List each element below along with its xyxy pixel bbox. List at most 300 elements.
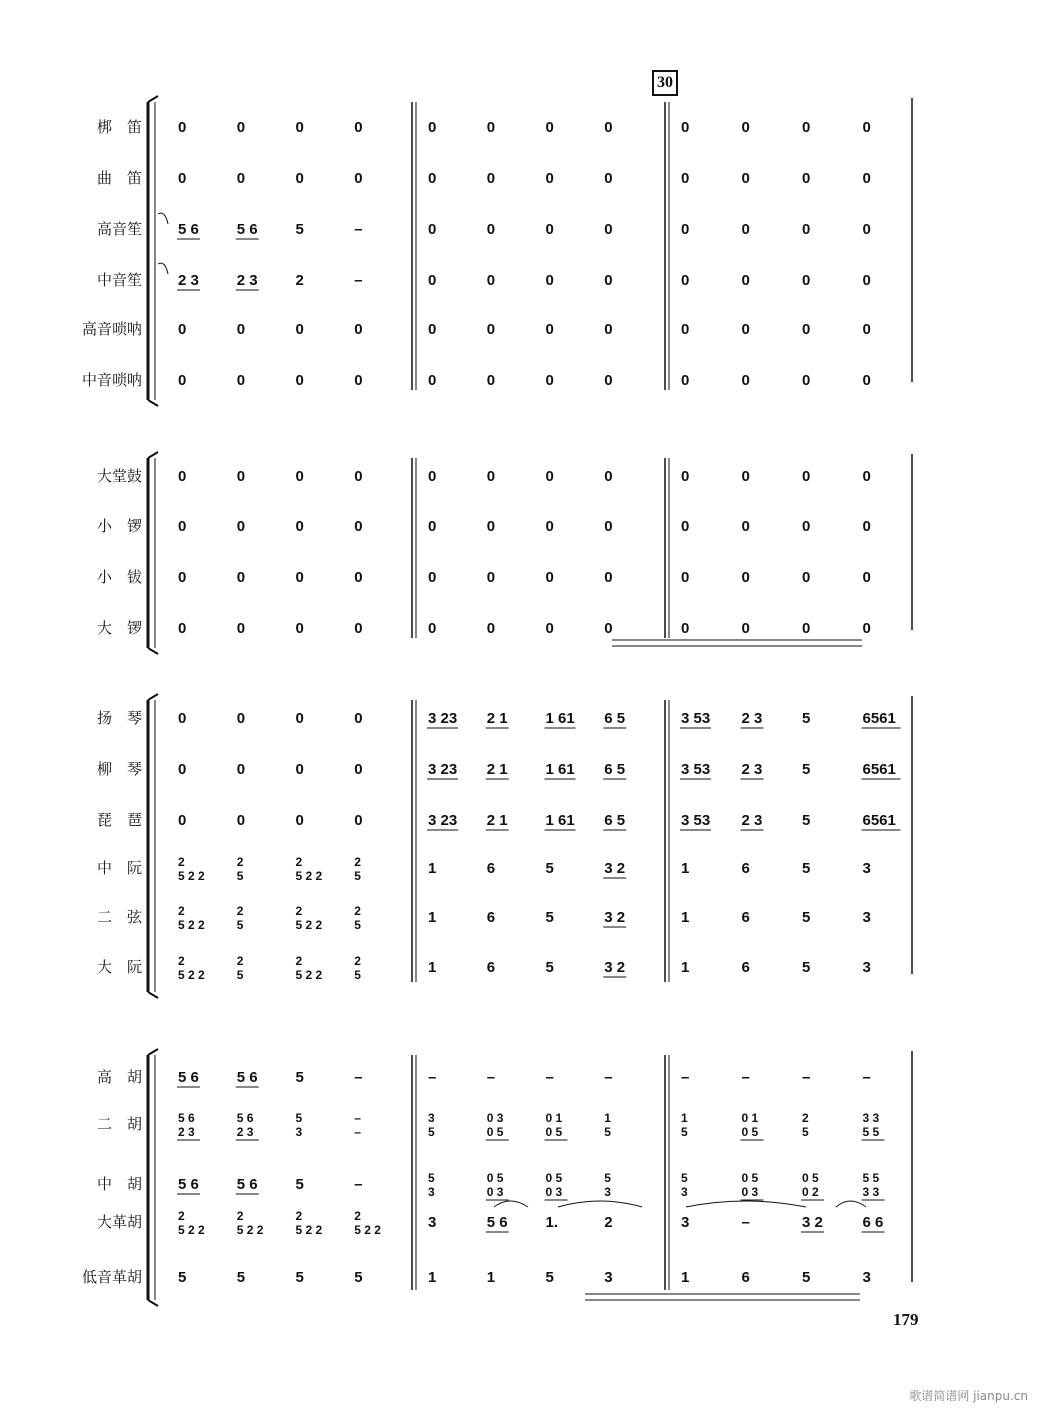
note: 2 1 (486, 710, 508, 727)
note-upper: 0 5 (802, 1171, 819, 1185)
bracket-hook (148, 400, 158, 406)
note: 6 5 (604, 710, 626, 727)
note-upper: 2 (236, 855, 244, 869)
note-upper: 2 (295, 904, 303, 918)
note: 2 1 (486, 812, 508, 829)
bracket-hook (148, 1300, 158, 1306)
note-lower: 5 2 2 (295, 918, 323, 932)
note: 2 3 (178, 272, 199, 289)
instrument-label: 中音唢呐 (81, 371, 142, 389)
instrument-label: 二 胡 (96, 1115, 142, 1133)
note: 0 (354, 321, 363, 338)
note: 0 (545, 569, 554, 586)
note: 0 (545, 221, 554, 238)
note: 0 (802, 372, 811, 389)
note: 0 (236, 761, 246, 778)
tie-arc (836, 1201, 866, 1207)
note: 5 (802, 812, 811, 829)
note: 3 (862, 959, 871, 976)
note: 0 (178, 569, 187, 586)
note: 0 (428, 221, 437, 238)
note: 3 2 (604, 860, 626, 877)
note: 0 (741, 468, 750, 485)
note: 0 (486, 321, 496, 338)
note: 2 (604, 1214, 613, 1231)
note-upper: 3 3 (862, 1111, 880, 1125)
note: 0 (428, 119, 437, 136)
note: 0 (178, 119, 187, 136)
note: 5 (802, 1269, 811, 1286)
note: 1 (681, 909, 690, 926)
note-upper: 2 (354, 1209, 361, 1223)
note: 0 (236, 569, 246, 586)
note: 3 2 (604, 959, 626, 976)
note: 0 (428, 170, 437, 187)
note: 5 (178, 1269, 187, 1286)
note: 5 (545, 860, 554, 877)
note: 5 (545, 959, 554, 976)
note-lower: 5 2 2 (178, 869, 205, 883)
note: 0 (486, 620, 496, 637)
note: 6561 (862, 761, 896, 778)
note-lower: 3 3 (862, 1185, 880, 1199)
note: 0 (236, 468, 246, 485)
note-upper: 2 (236, 904, 244, 918)
note: 1 (428, 909, 437, 926)
note: 6561 (862, 812, 896, 829)
note: 0 (354, 761, 363, 778)
note: 0 (295, 518, 304, 535)
note: 3 (604, 1269, 613, 1286)
note: 3 (862, 1269, 871, 1286)
note: 0 (178, 170, 187, 187)
note: 0 (862, 620, 871, 637)
note-lower: 5 2 2 (295, 968, 323, 982)
note-upper: 5 (681, 1171, 688, 1185)
note: 0 (741, 170, 750, 187)
note: – (802, 1069, 811, 1086)
note-lower: 5 2 2 (178, 968, 205, 982)
note: 0 (486, 468, 496, 485)
note-lower: 0 5 (486, 1125, 504, 1139)
note: 0 (862, 170, 871, 187)
note-upper: 1 (604, 1111, 611, 1125)
note-lower: 0 2 (802, 1185, 819, 1199)
note: 0 (178, 518, 187, 535)
note: 0 (354, 812, 363, 829)
note-lower: 3 (295, 1125, 303, 1139)
bracket-hook (148, 694, 158, 700)
note-upper: 0 1 (545, 1111, 563, 1125)
note: 0 (802, 272, 811, 289)
note: 0 (178, 761, 187, 778)
note-upper: 5 (295, 1111, 303, 1125)
note: 0 (178, 468, 187, 485)
instrument-label: 琵 琶 (96, 811, 142, 829)
note: 1 (428, 1269, 437, 1286)
note-upper: 2 (178, 855, 185, 869)
note: 3 (862, 860, 871, 877)
instrument-label: 高音唢呐 (81, 320, 142, 338)
note: 5 (295, 221, 304, 238)
note: 0 (545, 372, 554, 389)
note: 0 (741, 321, 750, 338)
note-upper: 5 6 (178, 1111, 195, 1125)
note-upper: 0 5 (486, 1171, 504, 1185)
note: – (604, 1069, 613, 1086)
note-lower: 0 3 (741, 1185, 759, 1199)
note: 3 53 (681, 812, 711, 829)
note: 0 (354, 620, 363, 637)
note: – (741, 1214, 750, 1231)
instrument-label: 大 阮 (96, 958, 142, 976)
note: 6 6 (862, 1214, 884, 1231)
note-lower: 5 (354, 918, 361, 932)
note: 5 (545, 1269, 554, 1286)
note: 0 (681, 468, 690, 485)
note: 1 61 (545, 710, 575, 727)
note-lower: 0 3 (545, 1185, 563, 1199)
note-lower: 5 (428, 1125, 435, 1139)
rehearsal-mark: 30 (652, 70, 678, 96)
note: – (486, 1069, 496, 1086)
note: 5 (295, 1269, 304, 1286)
note: 3 53 (681, 710, 711, 727)
note: 0 (862, 321, 871, 338)
note-lower: 5 2 2 (354, 1223, 381, 1237)
instrument-label: 高 胡 (96, 1068, 142, 1086)
note-upper: 5 6 (236, 1111, 254, 1125)
tie-arc (686, 1201, 806, 1207)
note-lower: 5 (354, 869, 361, 883)
note-upper: 2 (178, 954, 185, 968)
note-lower: – (354, 1125, 361, 1139)
note: 2 3 (741, 710, 763, 727)
note: 6 (741, 959, 750, 976)
note: 0 (428, 272, 437, 289)
instrument-label: 高音笙 (96, 220, 142, 238)
note-upper: – (354, 1111, 361, 1125)
note: 0 (295, 761, 304, 778)
note-lower: 5 (236, 869, 244, 883)
note: 3 (862, 909, 871, 926)
note: 0 (604, 221, 613, 238)
note: 0 (295, 119, 304, 136)
note: 0 (295, 321, 304, 338)
note: 5 6 (178, 1176, 199, 1193)
note: 0 (545, 518, 554, 535)
note: 0 (178, 812, 187, 829)
instrument-label: 大堂鼓 (96, 467, 142, 485)
note: 6 (486, 959, 496, 976)
note: 0 (604, 518, 613, 535)
note-upper: 2 (802, 1111, 809, 1125)
note: 6 5 (604, 812, 626, 829)
note-upper: 5 (604, 1171, 611, 1185)
note: 0 (354, 468, 363, 485)
note: 0 (428, 468, 437, 485)
note-upper: 5 5 (862, 1171, 880, 1185)
note: – (354, 221, 363, 238)
note: 2 3 (741, 761, 763, 778)
note-lower: 0 3 (486, 1185, 504, 1199)
note: 5 6 (178, 1069, 199, 1086)
note: 0 (741, 272, 750, 289)
note: 0 (295, 170, 304, 187)
note: 1 (681, 1269, 690, 1286)
instrument-label: 小 锣 (96, 517, 142, 535)
note: 3 23 (428, 710, 458, 727)
instrument-label: 小 钹 (96, 568, 142, 586)
note: 0 (354, 170, 363, 187)
note: 0 (681, 518, 690, 535)
note: 3 2 (802, 1214, 823, 1231)
note: 0 (802, 321, 811, 338)
note: – (354, 1069, 363, 1086)
note: 0 (545, 620, 554, 637)
note: 3 2 (604, 909, 626, 926)
note: 5 (236, 1269, 246, 1286)
note: 0 (681, 321, 690, 338)
note: 0 (604, 372, 613, 389)
instrument-label: 大 锣 (96, 619, 142, 637)
note: 0 (681, 569, 690, 586)
note-lower: 5 2 2 (295, 1223, 323, 1237)
note: 1 (428, 860, 437, 877)
instrument-label: 低音革胡 (81, 1268, 142, 1286)
note-lower: 5 2 2 (236, 1223, 264, 1237)
note: 0 (681, 272, 690, 289)
note: 0 (604, 620, 613, 637)
note: 5 (295, 1176, 304, 1193)
note: 0 (354, 119, 363, 136)
note-upper: 3 (428, 1111, 435, 1125)
note: 2 (295, 272, 304, 289)
note-lower: 5 (604, 1125, 611, 1139)
note: 0 (236, 321, 246, 338)
note: 0 (295, 620, 304, 637)
page-number: 179 (893, 1310, 919, 1329)
note: – (354, 1176, 363, 1193)
note: 0 (545, 119, 554, 136)
note-upper: 2 (354, 904, 361, 918)
note: 0 (862, 569, 871, 586)
instrument-label: 曲 笛 (96, 169, 142, 187)
note: 0 (486, 569, 496, 586)
note: 0 (428, 321, 437, 338)
note-lower: 5 5 (862, 1125, 880, 1139)
note: 0 (862, 372, 871, 389)
note-upper: 2 (236, 954, 244, 968)
note: 6 (741, 860, 750, 877)
note: 1 (428, 959, 437, 976)
note: 0 (741, 221, 750, 238)
note: 0 (236, 518, 246, 535)
bracket-hook (148, 96, 158, 102)
note: 0 (681, 170, 690, 187)
note: 1. (545, 1214, 559, 1231)
note: 0 (862, 119, 871, 136)
note: 5 (802, 860, 811, 877)
bracket-hook (148, 452, 158, 458)
note: 0 (295, 569, 304, 586)
note: 5 (802, 909, 811, 926)
note: 0 (681, 221, 690, 238)
note-lower: 2 3 (178, 1125, 195, 1139)
note: 0 (862, 221, 871, 238)
note-upper: 2 (354, 954, 361, 968)
note: 0 (862, 468, 871, 485)
site-watermark: 歌谱简谱网 jianpu.cn (909, 1389, 1028, 1403)
note-upper: 0 1 (741, 1111, 759, 1125)
note: – (545, 1069, 554, 1086)
note-lower: 5 2 2 (178, 918, 205, 932)
note-upper: 2 (236, 1209, 244, 1223)
note: 0 (236, 170, 246, 187)
instrument-label: 中 胡 (96, 1175, 142, 1193)
note-upper: 2 (178, 904, 185, 918)
note: 0 (486, 272, 496, 289)
note: 0 (862, 272, 871, 289)
note: 0 (486, 372, 496, 389)
instrument-label: 大革胡 (96, 1213, 142, 1231)
instrument-label: 中 阮 (96, 859, 142, 877)
note: – (354, 272, 363, 289)
note: 6 5 (604, 761, 626, 778)
note: 0 (178, 620, 187, 637)
note: 0 (741, 569, 750, 586)
note: 5 (802, 761, 811, 778)
note: 1 61 (545, 812, 575, 829)
note-upper: 0 5 (741, 1171, 759, 1185)
note: 0 (545, 272, 554, 289)
note: 0 (295, 710, 304, 727)
note: 0 (354, 569, 363, 586)
note-lower: 2 3 (236, 1125, 254, 1139)
bracket-hook (148, 648, 158, 654)
note-upper: 2 (295, 954, 303, 968)
note: 6 (486, 860, 496, 877)
note: 1 (486, 1269, 496, 1286)
note: 0 (236, 710, 246, 727)
note-lower: 5 (802, 1125, 809, 1139)
note: 5 6 (486, 1214, 508, 1231)
note: 0 (428, 372, 437, 389)
note: 0 (741, 119, 750, 136)
note: 0 (741, 518, 750, 535)
note: 0 (428, 518, 437, 535)
tie-arc (558, 1201, 642, 1207)
note: 0 (236, 119, 246, 136)
note: 5 6 (236, 1176, 258, 1193)
note: 5 (545, 909, 554, 926)
note: 5 (802, 710, 811, 727)
note: 6 (486, 909, 496, 926)
note: 0 (681, 372, 690, 389)
note: 3 (681, 1214, 690, 1231)
note: 5 (295, 1069, 304, 1086)
note: 0 (236, 620, 246, 637)
note-lower: 5 (681, 1125, 688, 1139)
instrument-label: 中音笙 (96, 271, 142, 289)
note: 2 3 (741, 812, 763, 829)
instrument-label: 梆 笛 (96, 118, 142, 136)
note: 5 (354, 1269, 363, 1286)
note: 0 (681, 620, 690, 637)
note: 3 53 (681, 761, 711, 778)
note: 0 (354, 372, 363, 389)
note-upper: 1 (681, 1111, 688, 1125)
note: 0 (295, 812, 304, 829)
note: 1 61 (545, 761, 575, 778)
note: 5 6 (236, 221, 258, 238)
note-lower: 0 5 (741, 1125, 759, 1139)
note: 0 (545, 321, 554, 338)
note: 0 (802, 468, 811, 485)
note: – (741, 1069, 750, 1086)
note: 0 (178, 710, 187, 727)
note-upper: 2 (354, 855, 361, 869)
note: 0 (681, 119, 690, 136)
note: 0 (354, 518, 363, 535)
note: 0 (802, 518, 811, 535)
note: 5 6 (178, 221, 199, 238)
note-lower: 5 2 2 (178, 1223, 205, 1237)
instrument-label: 二 弦 (96, 908, 142, 926)
note: 0 (486, 170, 496, 187)
note: 0 (802, 569, 811, 586)
note: 6 (741, 1269, 750, 1286)
note: 0 (486, 518, 496, 535)
note: 0 (178, 372, 187, 389)
note: – (862, 1069, 871, 1086)
note-upper: 0 3 (486, 1111, 504, 1125)
note: 0 (486, 221, 496, 238)
note: 2 3 (236, 272, 258, 289)
slur-arc (158, 213, 168, 224)
note-lower: 5 2 2 (295, 869, 323, 883)
note: 0 (486, 119, 496, 136)
note: 0 (354, 710, 363, 727)
note: 3 23 (428, 812, 458, 829)
slur-arc (158, 263, 168, 274)
note-lower: 3 (428, 1185, 435, 1199)
note: 0 (545, 170, 554, 187)
note: 0 (604, 569, 613, 586)
note: 0 (604, 272, 613, 289)
note: 0 (545, 468, 554, 485)
note: 0 (295, 468, 304, 485)
note: 2 1 (486, 761, 508, 778)
note: 0 (802, 221, 811, 238)
note: 0 (295, 372, 304, 389)
note: 0 (236, 812, 246, 829)
note: 0 (604, 119, 613, 136)
note: 6 (741, 909, 750, 926)
note-upper: 0 5 (545, 1171, 563, 1185)
note: 0 (802, 170, 811, 187)
note: 6561 (862, 710, 896, 727)
note: 0 (428, 620, 437, 637)
note: 5 6 (236, 1069, 258, 1086)
note: 0 (862, 518, 871, 535)
note: 0 (604, 321, 613, 338)
note-lower: 5 (236, 968, 244, 982)
note: 1 (681, 860, 690, 877)
note: 0 (802, 119, 811, 136)
note: 3 23 (428, 761, 458, 778)
instrument-label: 扬 琴 (96, 709, 142, 727)
